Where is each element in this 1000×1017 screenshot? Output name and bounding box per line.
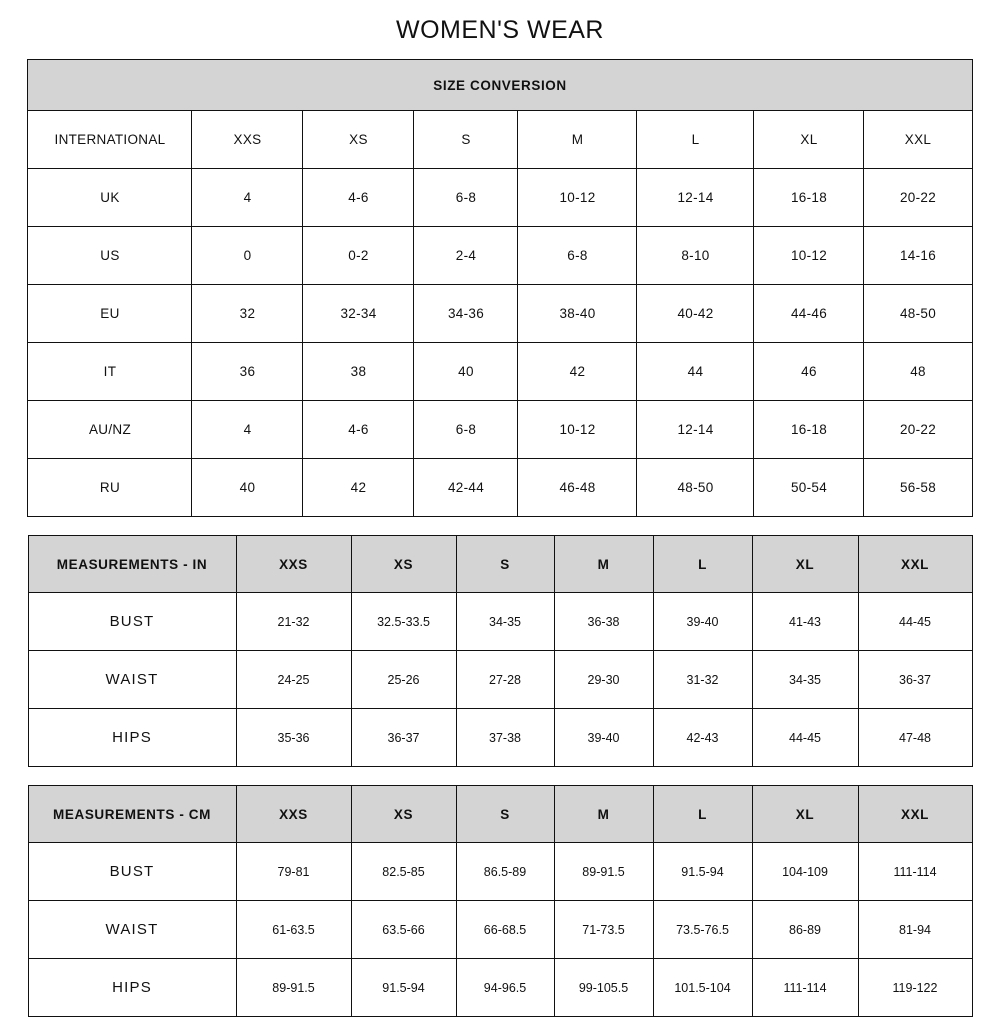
table-row — [28, 709, 972, 767]
cell: 119-122 — [858, 959, 972, 1017]
table-row — [28, 843, 972, 901]
row-label: IT — [28, 343, 192, 401]
table-row — [28, 459, 972, 517]
column-header-m: M — [518, 111, 637, 169]
row-label: BUST — [28, 843, 236, 901]
cell: 41-43 — [752, 593, 858, 651]
cell: 38 — [303, 343, 414, 401]
cell: 4-6 — [303, 169, 414, 227]
cell: 0 — [192, 227, 303, 285]
column-header-xs: XS — [303, 111, 414, 169]
cell: 89-91.5 — [554, 843, 653, 901]
cell: 42-44 — [414, 459, 518, 517]
table-row — [28, 285, 972, 343]
cell: 34-36 — [414, 285, 518, 343]
cell: 42 — [303, 459, 414, 517]
column-header-international: INTERNATIONAL — [28, 111, 192, 169]
cell: 32.5-33.5 — [351, 593, 456, 651]
column-header-s: S — [414, 111, 518, 169]
cell: 12-14 — [637, 401, 754, 459]
cell: 12-14 — [637, 169, 754, 227]
column-header-xl: XL — [752, 536, 858, 593]
cell: 37-38 — [456, 709, 554, 767]
column-header-measurements-in: MEASUREMENTS - IN — [28, 536, 236, 593]
cell: 91.5-94 — [351, 959, 456, 1017]
table-row — [28, 343, 972, 401]
column-header-xxs: XXS — [192, 111, 303, 169]
column-header-s: S — [456, 536, 554, 593]
cell: 6-8 — [414, 401, 518, 459]
cell: 16-18 — [754, 401, 864, 459]
column-header-xl: XL — [754, 111, 864, 169]
table-header-row — [28, 111, 972, 169]
column-header-xxs: XXS — [236, 786, 351, 843]
cell: 63.5-66 — [351, 901, 456, 959]
cell: 2-4 — [414, 227, 518, 285]
column-header-s: S — [456, 786, 554, 843]
cell: 82.5-85 — [351, 843, 456, 901]
column-header-xxl: XXL — [858, 786, 972, 843]
cell: 20-22 — [864, 401, 972, 459]
measurements-cm-table — [28, 785, 973, 1017]
table-row — [28, 901, 972, 959]
cell: 29-30 — [554, 651, 653, 709]
row-label: EU — [28, 285, 192, 343]
cell: 47-48 — [858, 709, 972, 767]
column-header-measurements-cm: MEASUREMENTS - CM — [28, 786, 236, 843]
column-header-l: L — [653, 786, 752, 843]
table-header-row — [28, 786, 972, 843]
column-header-xs: XS — [351, 786, 456, 843]
column-header-xs: XS — [351, 536, 456, 593]
cell: 34-35 — [456, 593, 554, 651]
column-header-m: M — [554, 536, 653, 593]
cell: 94-96.5 — [456, 959, 554, 1017]
column-header-l: L — [653, 536, 752, 593]
row-label: BUST — [28, 593, 236, 651]
table-row — [28, 227, 972, 285]
column-header-xxl: XXL — [864, 111, 972, 169]
cell: 36-37 — [351, 709, 456, 767]
row-label: HIPS — [28, 709, 236, 767]
row-label: WAIST — [28, 901, 236, 959]
cell: 20-22 — [864, 169, 972, 227]
table-header-row — [28, 536, 972, 593]
cell: 44 — [637, 343, 754, 401]
table-row — [28, 593, 972, 651]
column-header-xxl: XXL — [858, 536, 972, 593]
cell: 0-2 — [303, 227, 414, 285]
row-label: RU — [28, 459, 192, 517]
cell: 40 — [192, 459, 303, 517]
cell: 46-48 — [518, 459, 637, 517]
cell: 21-32 — [236, 593, 351, 651]
table-row — [28, 169, 972, 227]
cell: 71-73.5 — [554, 901, 653, 959]
cell: 48 — [864, 343, 972, 401]
cell: 31-32 — [653, 651, 752, 709]
cell: 104-109 — [752, 843, 858, 901]
measurements-inches-table — [28, 535, 973, 767]
cell: 25-26 — [351, 651, 456, 709]
cell: 42 — [518, 343, 637, 401]
size-conversion-table — [27, 59, 972, 517]
cell: 56-58 — [864, 459, 972, 517]
cell: 40 — [414, 343, 518, 401]
cell: 39-40 — [554, 709, 653, 767]
cell: 48-50 — [864, 285, 972, 343]
cell: 99-105.5 — [554, 959, 653, 1017]
cell: 111-114 — [752, 959, 858, 1017]
column-header-xl: XL — [752, 786, 858, 843]
cell: 42-43 — [653, 709, 752, 767]
cell: 101.5-104 — [653, 959, 752, 1017]
cell: 4-6 — [303, 401, 414, 459]
cell: 91.5-94 — [653, 843, 752, 901]
cell: 111-114 — [858, 843, 972, 901]
cell: 6-8 — [414, 169, 518, 227]
cell: 89-91.5 — [236, 959, 351, 1017]
size-conversion-banner: SIZE CONVERSION — [28, 60, 972, 111]
cell: 36 — [192, 343, 303, 401]
cell: 46 — [754, 343, 864, 401]
cell: 73.5-76.5 — [653, 901, 752, 959]
cell: 32-34 — [303, 285, 414, 343]
cell: 44-45 — [752, 709, 858, 767]
row-label: WAIST — [28, 651, 236, 709]
cell: 79-81 — [236, 843, 351, 901]
cell: 4 — [192, 401, 303, 459]
table-row — [28, 959, 972, 1017]
cell: 48-50 — [637, 459, 754, 517]
cell: 44-46 — [754, 285, 864, 343]
cell: 8-10 — [637, 227, 754, 285]
cell: 61-63.5 — [236, 901, 351, 959]
cell: 40-42 — [637, 285, 754, 343]
cell: 32 — [192, 285, 303, 343]
cell: 35-36 — [236, 709, 351, 767]
cell: 50-54 — [754, 459, 864, 517]
cell: 10-12 — [754, 227, 864, 285]
cell: 6-8 — [518, 227, 637, 285]
cell: 24-25 — [236, 651, 351, 709]
row-label: HIPS — [28, 959, 236, 1017]
cell: 27-28 — [456, 651, 554, 709]
table-row — [28, 401, 972, 459]
column-header-l: L — [637, 111, 754, 169]
cell: 66-68.5 — [456, 901, 554, 959]
table-row — [28, 651, 972, 709]
cell: 81-94 — [858, 901, 972, 959]
row-label: AU/NZ — [28, 401, 192, 459]
column-header-m: M — [554, 786, 653, 843]
cell: 10-12 — [518, 169, 637, 227]
cell: 4 — [192, 169, 303, 227]
cell: 44-45 — [858, 593, 972, 651]
table-banner-row — [28, 60, 972, 111]
cell: 10-12 — [518, 401, 637, 459]
row-label: US — [28, 227, 192, 285]
column-header-xxs: XXS — [236, 536, 351, 593]
cell: 16-18 — [754, 169, 864, 227]
cell: 36-37 — [858, 651, 972, 709]
cell: 14-16 — [864, 227, 972, 285]
cell: 86.5-89 — [456, 843, 554, 901]
cell: 39-40 — [653, 593, 752, 651]
cell: 38-40 — [518, 285, 637, 343]
cell: 36-38 — [554, 593, 653, 651]
cell: 86-89 — [752, 901, 858, 959]
page-title: WOMEN'S WEAR — [396, 16, 604, 44]
cell: 34-35 — [752, 651, 858, 709]
row-label: UK — [28, 169, 192, 227]
